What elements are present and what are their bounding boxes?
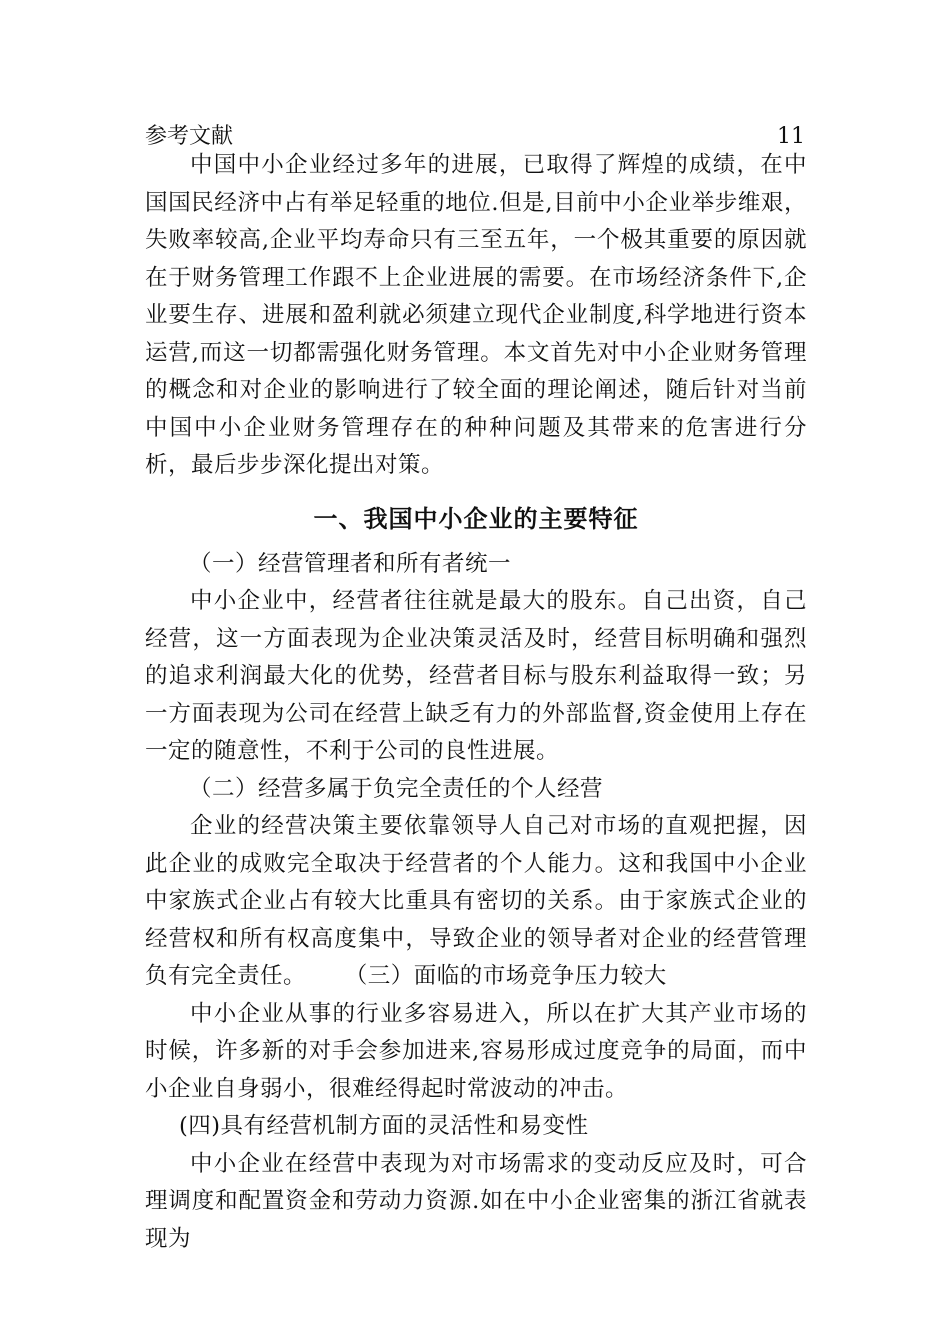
- subsection-text-3: 中小企业从事的行业多容易进入，所以在扩大其产业市场的时候，许多新的对手会参加进来,容易形成过度竞争的局面，而中小企业自身弱小，很难经得起时常波动的冲击。: [145, 1000, 807, 1102]
- document-body: [145, 147, 807, 1258]
- section-heading: 一、我国中小企业的主要特征: [313, 504, 639, 533]
- subsection-title-3: （三）面临的市场竞争压力较大: [356, 963, 667, 989]
- intro-paragraph: 中国中小企业经过多年的进展，已取得了辉煌的成绩，在中国国民经济中占有举足轻重的地位.但是,目前中小企业举步维艰，失败率较高,企业平均寿命只有三至五年，一个极其重要的原因就在于财务管理工作跟不上企业进展的需要。在市场经济条件下,企业要生存、进展和盈利就必须建立现代企业制度,科学地进行资本运营,而这一切都需强化财务管理。本文首先对中小企业财务管理的概念和对企业的影响进行了较全面的理论阐述，随后针对当前中国中小企业财务管理存在的种种问题及其带来的危害进行分析，最后步步深化提出对策。: [145, 152, 807, 478]
- toc-label: 参考文献: [145, 124, 234, 149]
- subsection-text-4: 中小企业在经营中表现为对市场需求的变动反应及时，可合理调度和配置资金和劳动力资源.如在中小企业密集的浙江省就表现为: [145, 1150, 807, 1252]
- subsection-title-2: （二）经营多属于负完全责任的个人经营: [189, 775, 604, 802]
- toc-page-number: 11: [777, 124, 805, 149]
- subsection-text-2: [145, 808, 807, 996]
- subsection-title-1: （一）经营管理者和所有者统一: [189, 550, 512, 577]
- subsection-text-2-body: 企业的经营决策主要依靠领导人自己对市场的直观把握，因此企业的成败完全取决于经营者的个人能力。这和我国中小企业中家族式企业占有较大比重具有密切的关系。由于家族式企业的经营权和所有权高度集中，导致企业的领导者对企业的经营管理负有完全责任。: [145, 813, 807, 989]
- subsection-text-1: 中小企业中，经营者往往就是最大的股东。自己出资，自己经营，这一方面表现为企业决策灵活及时，经营目标明确和强烈的追求利润最大化的优势，经营者目标与股东利益取得一致；另一方面表现为公司在经营上缺乏有力的外部监督,资金使用上存在一定的随意性，不利于公司的良性进展。: [145, 588, 807, 764]
- subsection-title-4: (四)具有经营机制方面的灵活性和易变性: [179, 1113, 589, 1139]
